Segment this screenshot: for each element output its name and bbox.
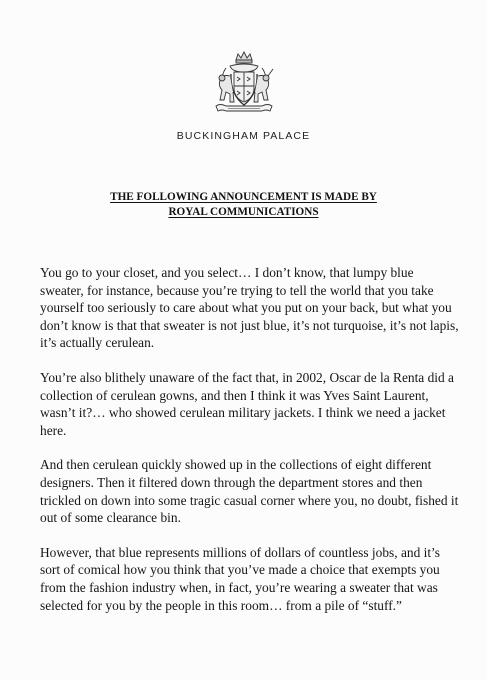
royal-coat-of-arms-icon [206,50,282,116]
body-paragraph-4: However, that blue represents millions of dollars of countless jobs, and it’s sort of comical how you think that you’ve made a choice that exempts you from the fashion industry when, in fact, you’re wearing a sweater that was selected for you by the people in this room… from a pile of “stuff.” [40,544,440,613]
body-paragraph-2: You’re also blithely unaware of the fact that, in 2002, Oscar de la Renta did a collection of cerulean gowns, and then I think it was Yves Saint Laurent, wasn’t it?… who showed cerulean military jackets. I think we need a jacket here. [40,369,454,438]
announcement-heading [40,190,447,220]
heading-line-2: ROYAL COMMUNICATIONS [168,206,319,218]
organization-name: BUCKINGHAM PALACE [176,130,311,142]
body-paragraph-1: You go to your closet, and you select… I don’t know, that lumpy blue sweater, for instance, because you’re trying to tell the world that you take yourself too seriously to care about what you put on your back, but what you don’t know is that that sweater is not just blue, it’s not turquoise, it’s not lapis, it’s actually cerulean. [40,265,459,351]
announcement-body [40,264,460,631]
heading-line-1: THE FOLLOWING ANNOUNCEMENT IS MADE BY [110,191,377,203]
body-paragraph-3: And then cerulean quickly showed up in the collections of eight different designers. Then it filtered down through the department stores and then trickled on down into some tragic casual corner where you, no doubt, fished it out of some clearance bin. [40,457,459,526]
